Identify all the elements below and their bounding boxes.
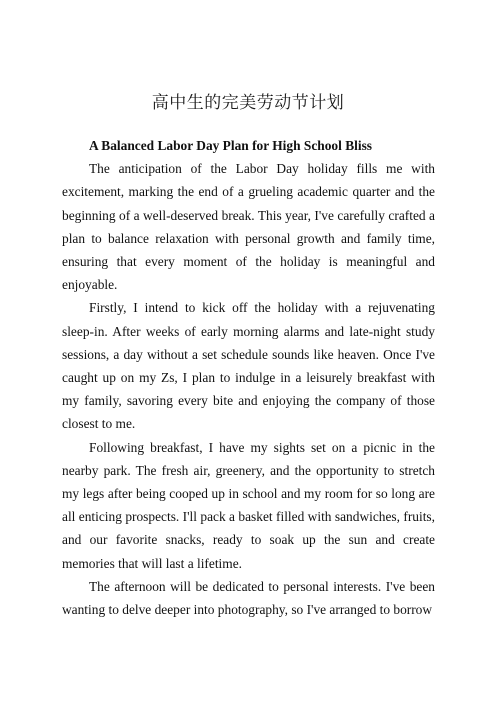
paragraph-2: Firstly, I intend to kick off the holiday with a rejuvenating sleep-in. After weeks of early morning alarms and late-night study sessions, a day without a set schedule sounds like heaven. Once I've caught up on my Zs, I plan to indulge in a leisurely breakfast with my family, savoring every bite and enjoying the company of those closest to me. <box>62 300 435 432</box>
document-title: 高中生的完美劳动节计划 <box>151 93 345 113</box>
document-body <box>62 134 435 621</box>
paragraph-3: Following breakfast, I have my sights set on a picnic in the nearby park. The fresh air, greenery, and the opportunity to stretch my legs after being cooped up in school and my room for so long are all enticing prospects. I'll pack a basket filled with sandwiches, fruits, and our favorite snacks, ready to soak up the sun and create memories that will last a lifetime. <box>62 439 435 571</box>
paragraph-4: The afternoon will be dedicated to personal interests. I've been wanting to delve deeper into photography, so I've arranged to borrow <box>62 578 435 618</box>
document-subtitle: A Balanced Labor Day Plan for High School Bliss <box>89 138 372 153</box>
paragraph-1: The anticipation of the Labor Day holiday fills me with excitement, marking the end of a grueling academic quarter and the beginning of a well-deserved break. This year, I've carefully crafted a plan to balance relaxation with personal growth and family time, ensuring that every moment of the holiday is meaningful and enjoyable. <box>62 161 435 293</box>
